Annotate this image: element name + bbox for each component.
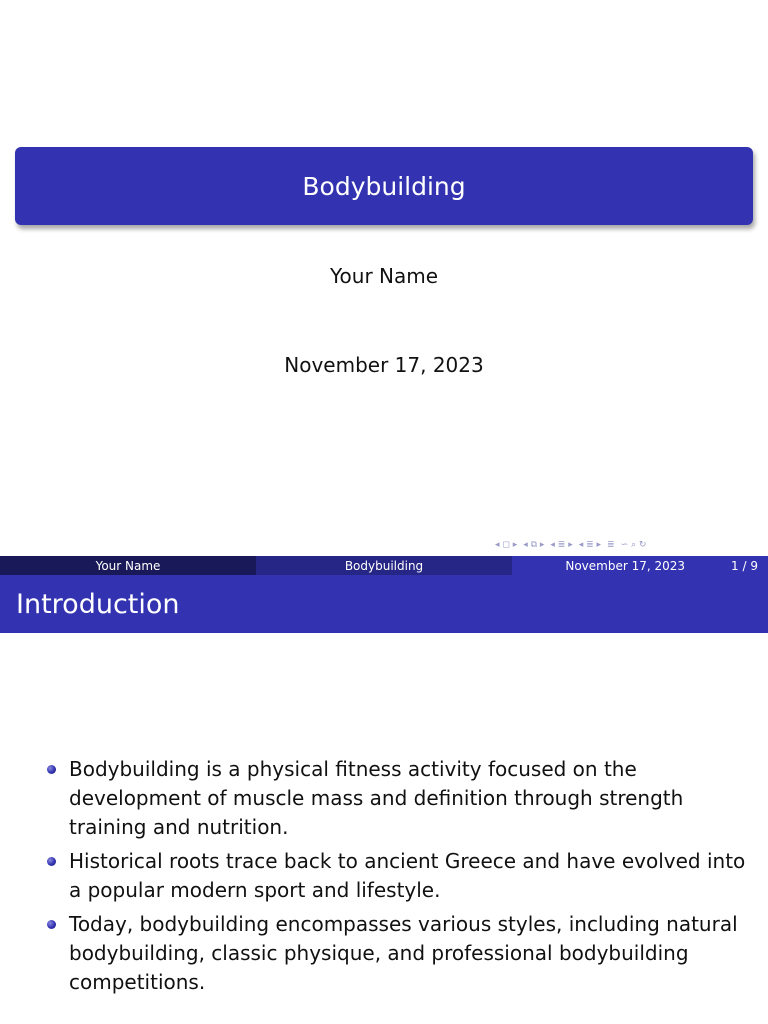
slide-footer: [0, 556, 768, 575]
bullet-text: Historical roots trace back to ancient Greece and have evolved into a popular modern sport and lifestyle.: [69, 849, 746, 902]
nav-subsection-list-icon[interactable]: ◂ ≣ ▸: [578, 540, 602, 550]
frame-title: Introduction: [16, 588, 180, 620]
footer-title: Bodybuilding: [344, 558, 424, 573]
nav-toc-icon[interactable]: ≣: [607, 540, 615, 550]
frame-title-bar: [0, 575, 768, 633]
footer-date-segment: [512, 556, 768, 575]
bullet-dot-icon: [47, 765, 56, 774]
author-name: Your Name: [329, 264, 439, 288]
title-banner: [15, 147, 753, 225]
nav-section-icon[interactable]: ◂ ≣ ▸: [550, 540, 573, 550]
bullet-dot-icon: [47, 857, 56, 866]
footer-title-segment: [256, 556, 512, 575]
presentation-date: November 17, 2023: [284, 353, 484, 377]
bullet-text: Bodybuilding is a physical fitness activity focused on the development of muscle mass and definition through strength training and nutrition.: [69, 757, 684, 839]
footer-date: November 17, 2023: [565, 558, 686, 573]
bullet-item: [44, 847, 754, 905]
bullet-item: [44, 910, 754, 997]
bullet-item: [44, 755, 754, 842]
footer-author-segment: [0, 556, 256, 575]
nav-subsection-icon[interactable]: ◂ ⧉ ▸: [523, 540, 545, 550]
nav-search-icon[interactable]: ∽ ⌕ ↻: [620, 540, 647, 550]
presentation-title: Bodybuilding: [302, 171, 466, 201]
beamer-navigation-bar: [495, 538, 765, 552]
bullet-dot-icon: [47, 920, 56, 929]
bullet-list: [44, 755, 754, 1002]
footer-page-number: 1 / 9: [731, 558, 758, 573]
footer-author: Your Name: [95, 558, 161, 573]
bullet-text: Today, bodybuilding encompasses various styles, including natural bodybuilding, classic physique, and professional bodybuilding competitions.: [69, 912, 738, 994]
nav-frame-icon[interactable]: ◂ ◻ ▸: [495, 540, 518, 550]
